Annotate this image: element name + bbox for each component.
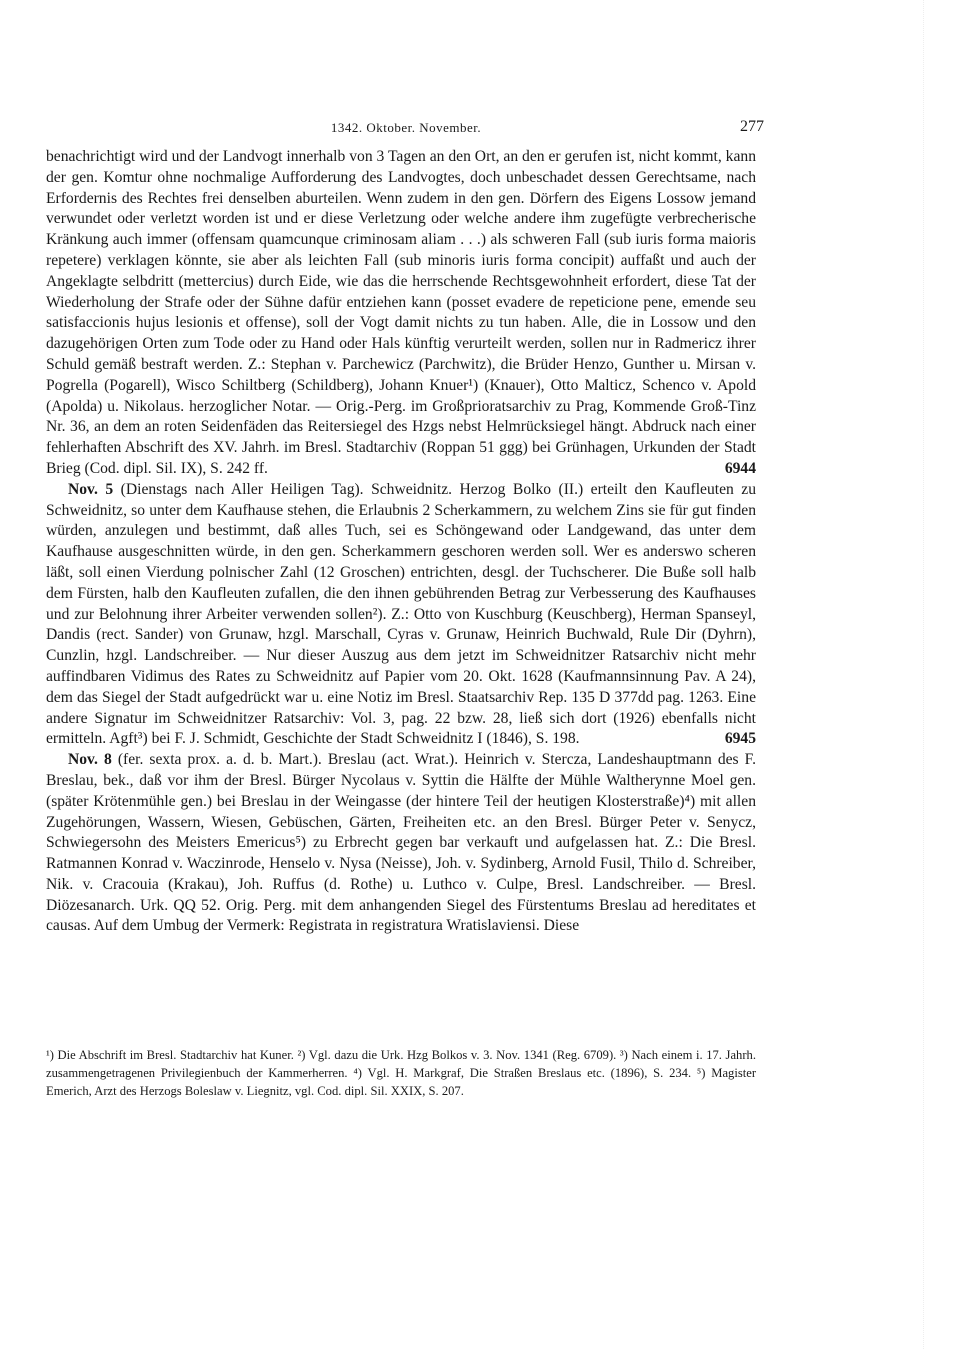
footnote-2: ²) Vgl. dazu die Urk. Hzg Bolkos v. 3. Nov. 1341 (Reg. 6709). — [297, 1048, 617, 1062]
paragraph-entry-nov-8 — [46, 750, 756, 937]
entry-number: 6945 — [724, 730, 756, 748]
footnote-1: ¹) Die Abschrift im Bresl. Stadtarchiv hat Kuner. — [46, 1048, 294, 1062]
footnote-4: ⁴) Vgl. H. Markgraf, Die Straßen Breslaus etc. (1896), S. 234. — [353, 1065, 692, 1080]
page-number: 277 — [740, 118, 764, 135]
paragraph-text: (Dienstags nach Aller Heiligen Tag). Schweidnitz. Herzog Bolko (II.) erteilt den Kaufleuten zu Schweidnitz, so unter dem Kaufhause stehen, die Erlaubnis 2 Scherkammern, zu welchem Zins sie für gut finden würden, anzulegen und bestimmt, daß alles Tuch, sei es Schöngewand oder Landgewand, das unter dem Kaufhause ausgeschnitten würde, in den gen. Scherkammern geschoren werden soll. Wer es anderswo scheren läßt, soll einen Vierdung polnischer Zahl (12 Groschen) entrichten, desgl. der Tuchscherer. Die Buße soll halb dem Fürsten, halb den Kaufleuten zufallen, die den ihnen gebührenden Betrag zur Verbesserung des Kaufhauses und zur Belohnung ihrer Arbeiter verwenden sollen²). Z.: Otto von Kuschburg (Keuschberg), Herman Spanseyl, Dandis (rect. Sander) von Grunaw, hzgl. Marschall, Cyras v. Grunaw, Heinrich Buchwald, Rule Dir (Dyhrn), Cunzlin, hzgl. Landschreiber. — Nur dieser Auszug aus dem jetzt im Schweidnitzer Ratsarchiv nicht mehr auffindbaren Vidimus des Rates zu Schweidnitz auf Papier vom 20. Okt. 1628 (Kaufmannsinnung Pav. A 24), dem das Siegel der Stadt aufgedrückt war u. eine Notiz im Bresl. Staatsarchiv Rep. 135 D 377dd pag. 1263. Eine andere Signatur im Schweidnitzer Ratsarchiv: Vol. 3, pag. 22 bzw. 28, ließ sich dort (1926) ebenfalls nicht ermitteln. Agft³) bei F. J. Schmidt, Geschichte der Stadt Schweidnitz I (1846), S. 198. — [46, 480, 757, 748]
footnotes — [46, 1047, 756, 1100]
footnote-5: ⁵) Magister Emerich, Arzt des Herzogs Boleslaw v. Liegnitz, vgl. Cod. dipl. Sil. XXIX, S. 207. — [46, 1065, 757, 1098]
footnote-3: ³) Nach einem i. 17. Jahrh. zusammengetragenen Privilegienbuch der Kammerherren. — [46, 1048, 756, 1080]
entry-number: 6944 — [724, 459, 756, 477]
page-header — [46, 118, 766, 138]
paragraph-entry-6944 — [46, 147, 756, 480]
scan-edge-artifact — [923, 0, 954, 1349]
entry-date: Nov. 8 — [68, 751, 112, 769]
page-body — [46, 147, 756, 937]
running-title: 1342. Oktober. November. — [330, 120, 482, 135]
entry-date: Nov. 5 — [68, 480, 114, 498]
paragraph-entry-6945 — [46, 480, 756, 750]
paragraph-text: benachrichtigt wird und der Landvogt innerhalb von 3 Tagen an den Ort, an den er gerufen ist, nicht kommt, kann der gen. Komtur ohne nochmalige Aufforderung des Landvogtes, doch unbeschadet dessen Gerechtsame, nach Erfordernis des Rechtes frei denselben aburteilen. Wenn zudem in den gen. Dörfern des Eigens Lossow jemand verwundet oder verletzt worden ist und er diese Verletzung oder welche andere ihm zugefügte verbrecherische Kränkung auch immer (offensam quamcunque criminosam aliam . . .) als schweren Fall (sub iuris forma maioris repetere) verklagen könnte, sie aber als leichten Fall (sub minoris iuris forma concipit) auffaßt und auch der Angeklagte selbdritt (mettercius) durch Eide, wie das die herrschende Rechtsgewohnheit erfordert, diese Tat der Wiederholung der Strafe oder der Sühne dafür entziehen kann (posset evadere de repeticione pene, emende seu satisfaccionis hujus lesionis et offense), soll der Vogt damit nichts zu tun haben. Alle, die in Lossow und den dazugehörigen Orten zum Tode oder zu Hand oder Hals künftig verurteilt werden, sollen nur in Radmericz ihrer Schuld gemäß bestraft werden. Z.: Stephan v. Parchewicz (Parchwitz), die Brüder Henzo, Gunther u. Mirsan v. Pogrella (Pogarell), Wisco Schiltberg (Schildberg), Johann Knuer¹) (Knauer), Otto Malticz, Schenco v. Apold (Apolda) u. Nikolaus. herzoglicher Notar. — Orig.-Perg. im Großprioratsarchiv zu Prag, Kommende Groß-Tinz Nr. 36, an dem an roten Seidenfäden das Reitersiegel des Hzgs nebst Helmrücksiegel hängt. Abdruck nach einer fehlerhaften Abschrift des XV. Jahrh. im Bresl. Stadtarchiv (Roppan 51 ggg) bei Grünhagen, Urkunden der Stadt Brieg (Cod. dipl. Sil. IX), S. 242 ff. — [46, 148, 756, 477]
paragraph-text: (fer. sexta prox. a. d. b. Mart.). Breslau (act. Wrat.). Heinrich v. Stercza, Landeshauptmann des F. Breslau, bek., daß vor ihm der Bresl. Bürger Nycolaus v. Syttin die Hälfte der Mühle Waltherynne Moel gen. (später Krötenmühle gen.) bei Breslau in der Weingasse (der hintere Teil der heutigen Klosterstraße)⁴) mit allen Zugehörungen, Wassern, Wiesen, Gebüschen, Gärten, Freiheiten etc. an den Bresl. Bürger Peter v. Senycz, Schwiegersohn des Meisters Emericus⁵) zu Erbrecht gegen bar verkauft und aufgelassen hat. Z.: Die Bresl. Ratmannen Konrad v. Waczinrode, Henselo v. Nysa (Neisse), Joh. v. Sydinberg, Arnold Fusil, Thilo d. Schreiber, Nik. v. Cracouia (Krakau), Joh. Ruffus (d. Rothe) u. Luthco v. Culpe, Bresl. Landschreiber. — Bresl. Diözesanarch. Urk. QQ 52. Orig. Perg. mit dem anhangenden Siegel des Fürstentums Breslau ad hereditates et causas. Auf dem Umbug der Vermerk: Registrata in registratura Wratislaviensi. Diese — [46, 751, 756, 935]
